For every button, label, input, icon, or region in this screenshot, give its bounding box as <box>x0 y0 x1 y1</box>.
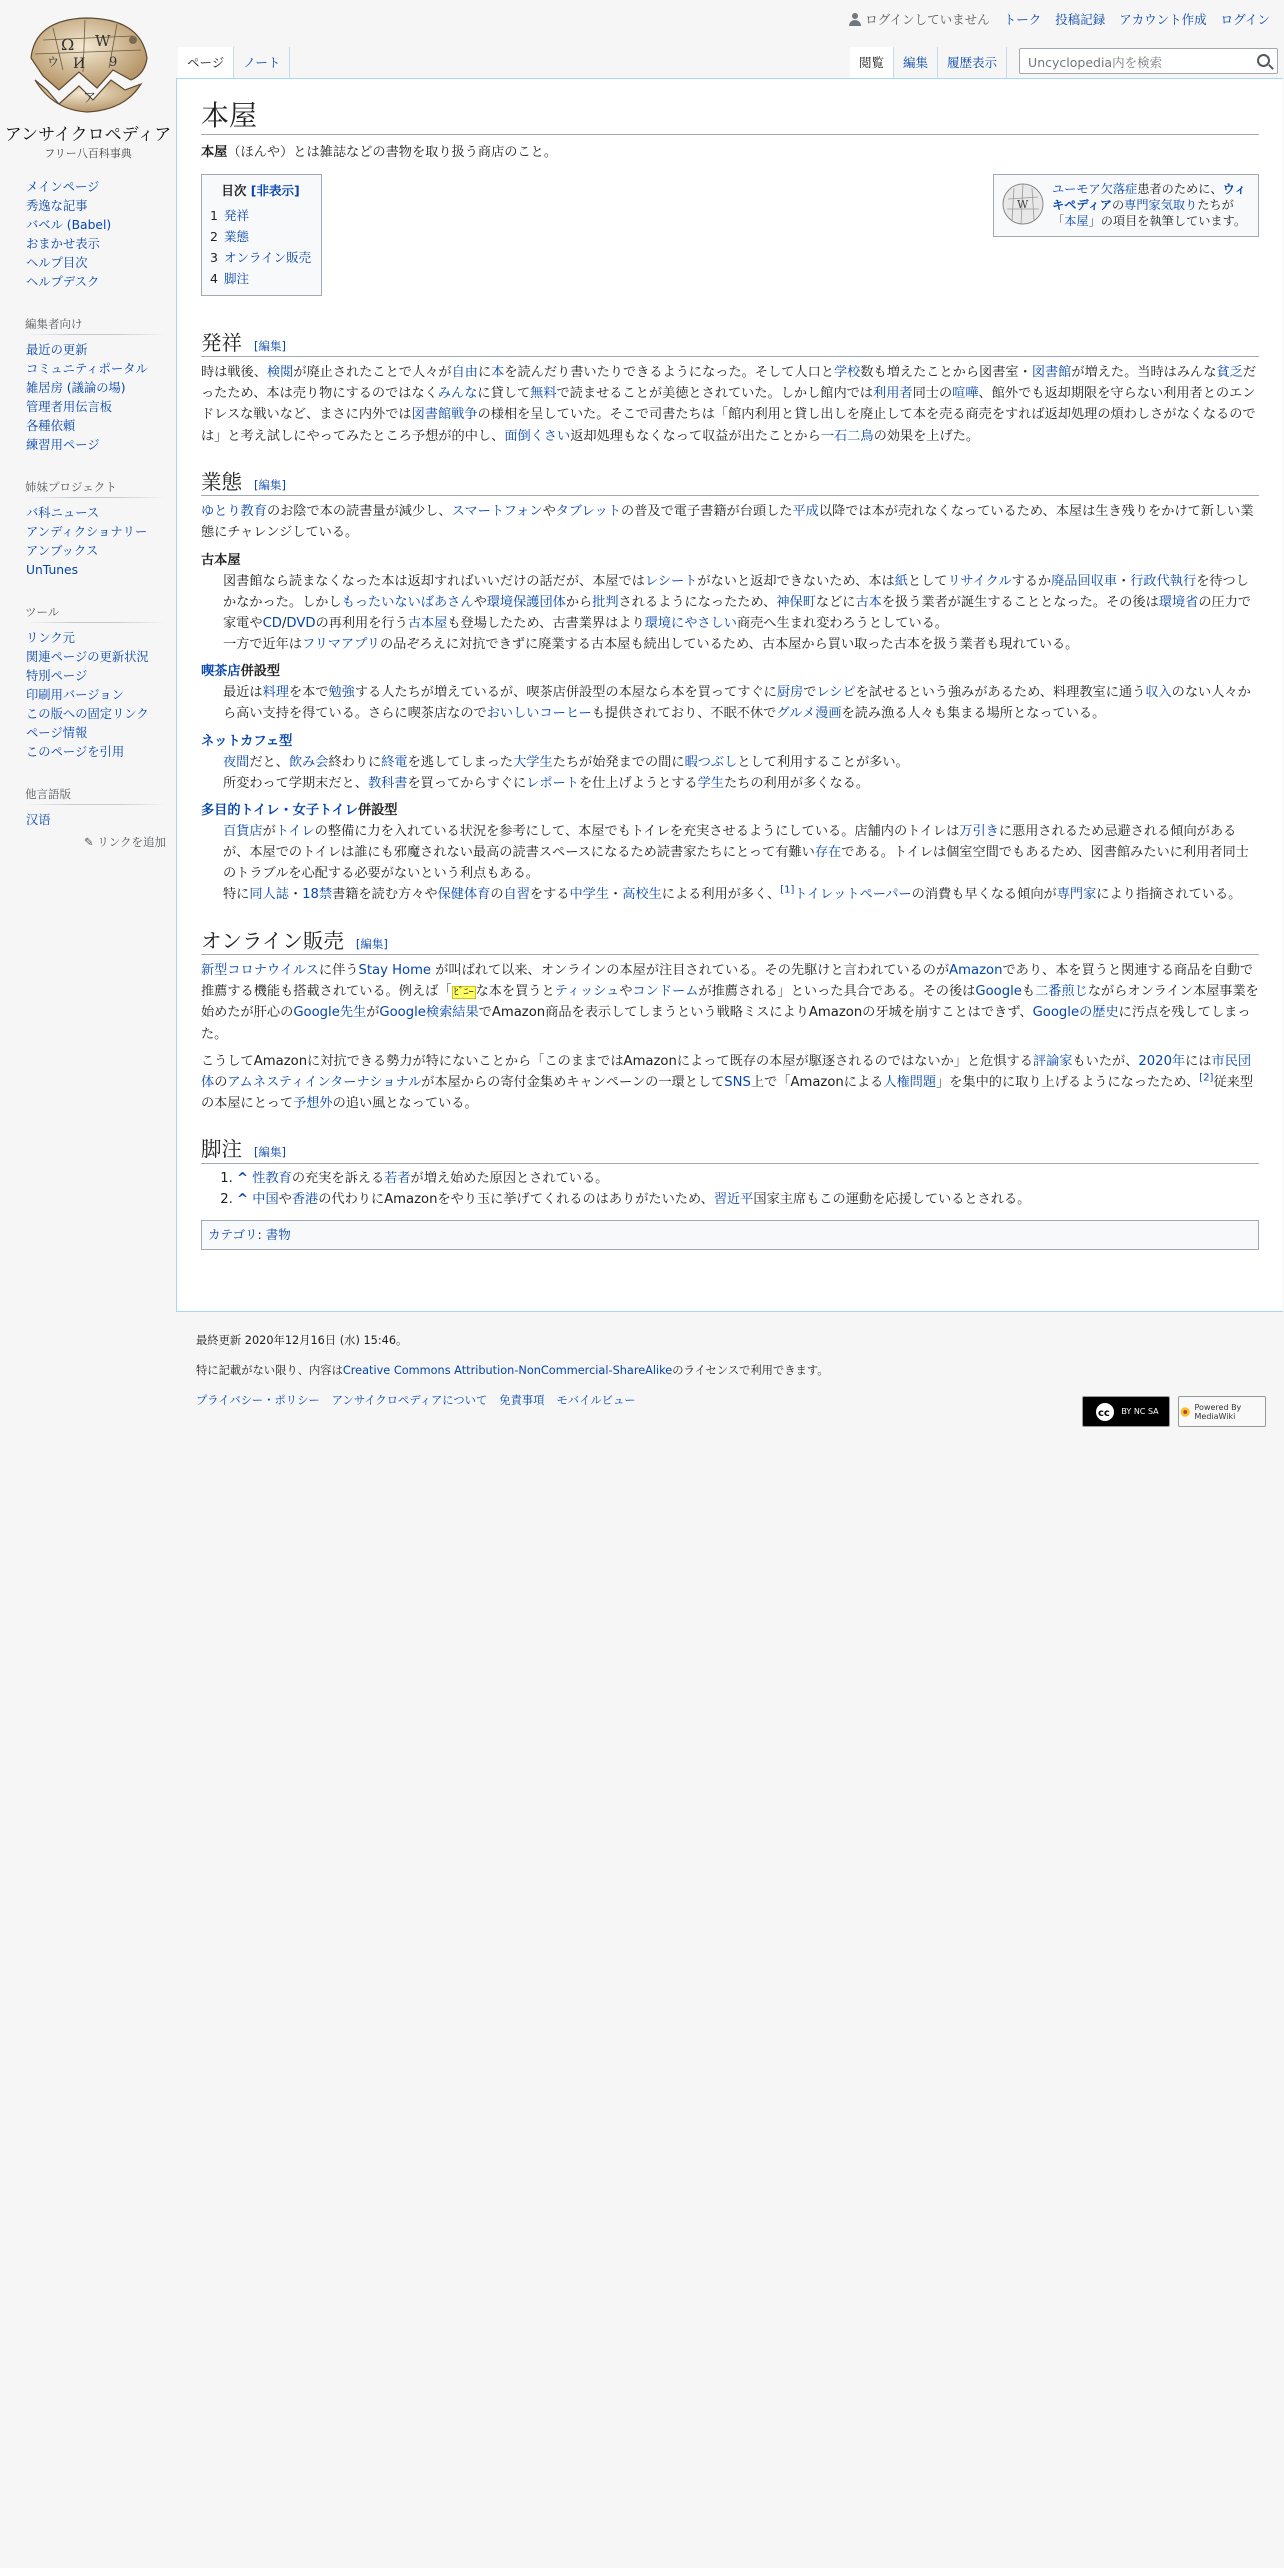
sidebar-item-related-changes[interactable]: 関連ページの更新状況 <box>26 650 149 664</box>
inline-link[interactable]: 百貨店 <box>223 824 263 840</box>
article-content <box>176 78 1283 1312</box>
sidebar-item-featured[interactable]: 秀逸な記事 <box>26 199 88 213</box>
add-interlanguage-link[interactable] <box>26 834 166 850</box>
footnote-text: の充実を訴える <box>291 1170 385 1186</box>
inline-link[interactable]: 若者 <box>384 1170 411 1186</box>
inline-link[interactable]: 自由 <box>451 365 478 381</box>
login-status <box>849 10 989 28</box>
inline-link[interactable]: フリマアプリ <box>302 637 380 653</box>
inline-link[interactable]: スマートフォン <box>451 504 543 520</box>
sidebar-item-whatlinkshere[interactable]: リンク元 <box>26 631 75 645</box>
inline-link[interactable]: おいしいコーヒー <box>486 706 592 722</box>
inline-link[interactable]: 行政代執行 <box>1130 573 1197 589</box>
footnote-backlink[interactable]: ^ <box>237 1170 249 1186</box>
inline-link[interactable]: 学生 <box>697 775 724 791</box>
inline-link[interactable]: 学校 <box>834 365 861 381</box>
inline-link[interactable]: 古本屋 <box>407 615 448 631</box>
inline-link[interactable]: 万引き <box>959 824 999 840</box>
inline-link[interactable]: 神保町 <box>776 594 816 610</box>
humor-text-2: の <box>1111 197 1125 212</box>
mediawiki-badge[interactable] <box>1178 1396 1266 1427</box>
inline-link[interactable]: 批判 <box>592 594 619 610</box>
footer <box>196 1332 1266 1421</box>
inline-link[interactable]: 存在 <box>814 845 842 861</box>
category-link[interactable]: 書物 <box>265 1226 291 1242</box>
inline-link[interactable]: 保健体育 <box>437 887 491 903</box>
inline-link[interactable]: 暇つぶし <box>684 754 738 770</box>
humor-link-3[interactable]: 専門家気取り <box>1124 197 1198 212</box>
sidebar-editors <box>26 316 166 467</box>
svg-text:ア: ア <box>83 91 97 106</box>
sidebar-item-special-pages[interactable]: 特別ページ <box>26 669 88 683</box>
toilet-text-2: 特に同人誌・18禁書籍を読む方々や保健体育の自習をする中学生・高校生による利用が多く、[1]トイレットペーパーの消費も早くなる傾向が専門家により指摘されている。 <box>223 885 1242 903</box>
inline-link[interactable]: 18禁 <box>302 887 333 903</box>
toc-link[interactable]: オンライン販売 <box>223 249 312 265</box>
section-edit-link[interactable]: [編集] <box>355 936 388 951</box>
inline-link[interactable]: 香港 <box>291 1191 319 1207</box>
tab-page-label: ページ <box>187 55 225 70</box>
svg-text:ウ: ウ <box>47 55 60 69</box>
inline-link[interactable]: みんな <box>437 386 478 402</box>
sidebar-item-village-pump[interactable]: 雑居房 (議論の場) <box>26 381 126 395</box>
tab-read[interactable] <box>850 47 894 78</box>
sidebar-item-help-contents[interactable]: ヘルプ目次 <box>26 256 88 270</box>
mediawiki-flower-icon <box>1179 1404 1192 1420</box>
search-icon[interactable] <box>1257 54 1270 67</box>
disclaimer-link[interactable]: 免責事項 <box>499 1394 545 1407</box>
inline-link[interactable]: 環境にやさしい <box>644 615 737 631</box>
sidebar-sister-projects <box>26 479 166 592</box>
humor-link-4[interactable]: 本屋 <box>1064 214 1089 229</box>
license-pre: 特に記載がない限り、内容は <box>196 1364 343 1377</box>
section-heading-notes <box>201 1136 1259 1164</box>
cc-icon <box>1093 1400 1117 1424</box>
footnote-text: 国家主席もこの運動を応援しているとされる。 <box>753 1191 1031 1207</box>
sidebar-item-undictionary[interactable]: アンディクショナリー <box>26 525 148 539</box>
section-edit-link[interactable]: [編集] <box>254 1145 286 1160</box>
inline-link[interactable]: 同人誌 <box>249 887 289 903</box>
intro-text: （ほんや）とは雑誌などの書物を取り扱う商店のこと。 <box>227 145 558 161</box>
inline-link[interactable]: 終電 <box>381 754 408 770</box>
inline-link[interactable]: 環境省 <box>1158 594 1199 610</box>
inline-link[interactable]: ティッシュ <box>554 984 620 1000</box>
inline-link[interactable]: 専門家 <box>1056 887 1097 903</box>
section-title: 発祥 <box>201 330 242 355</box>
inline-link[interactable]: 紙 <box>894 573 908 589</box>
sidebar-item-cite[interactable]: このページを引用 <box>26 745 125 759</box>
toc-link[interactable]: 脚注 <box>223 270 249 286</box>
svg-text:W: W <box>95 32 111 50</box>
sidebar-item-unbooks[interactable]: アンブックス <box>26 544 99 558</box>
wikipedia-globe-icon <box>1000 181 1046 227</box>
toc-link[interactable]: 業態 <box>223 228 249 244</box>
sidebar-item-uncyclonews[interactable]: バ科ニュース <box>26 506 100 520</box>
inline-link[interactable]: 人権問題 <box>883 1074 937 1090</box>
inline-link[interactable]: 予想外 <box>293 1095 333 1111</box>
inline-link[interactable]: もったいないばあさん <box>341 594 474 610</box>
footnote-ref-2[interactable]: [2] <box>1199 1072 1214 1084</box>
search-box <box>1019 48 1278 74</box>
sidebar-item-babel[interactable]: バベル (Babel) <box>26 218 112 232</box>
login-status-text: ログインしていません <box>865 12 990 27</box>
inline-link[interactable]: アムネスティインターナショナル <box>227 1074 422 1090</box>
toc-item[interactable] <box>210 205 311 226</box>
contributions-link[interactable]: 投稿記録 <box>1055 12 1106 27</box>
toilet-text-1: 百貨店がトイレの整備に力を入れている状況を参考にして、本屋でもトイレを充実させるようにしている。店舗内のトイレは万引きに悪用されるため忌避される傾向があるが、本屋でのトイレは誰にも邪魔されない最高の読書スペースになるため読書家たちにとって有難い存在である。トイレは個室空間でもあるため、図書館みたいに利用者同士のトラブルを心配する必要がないという利点もある。 <box>223 824 1249 882</box>
section-online-text-1: 新型コロナウイルスに伴うStay Home が叫ばれて以来、オンラインの本屋が注目されている。その先駆けと言われているのがAmazonであり、本を買うと関連する商品を自動で推薦する機能も搭載されている。例えば「 ﾋﾞﾆｰ な本を買うとティッシュやコンドームが推薦される」といった具合である。その後はGoogleも二番煎じながらオンライン本屋事業を始めたが肝心のGoogle先生がGoogle検索結果でAmazon商品を表示してしまうという戦略ミスによりAmazonの牙城を崩すことはできず、Googleの歴史に汚点を残してしまった。 <box>201 963 1259 1042</box>
footnote-text: が増え始めた原因とされている。 <box>410 1170 609 1186</box>
inline-link[interactable]: 習近平 <box>713 1191 754 1207</box>
toc-link[interactable]: 発祥 <box>223 207 249 223</box>
humor-notice-box <box>993 174 1259 237</box>
category-label-link[interactable]: カテゴリ <box>208 1226 258 1242</box>
subheading-used-books: 古本屋 <box>201 552 241 568</box>
section-business-text: ゆとり教育のお陰で本の読書量が減少し、スマートフォンやタブレットの普及で電子書籍が台頭した平成以降では本が売れなくなっているため、本屋は生き残りをかけて新しい業態にチャレンジしている。 <box>201 504 1254 541</box>
sidebar-item-sandbox[interactable]: 練習用ページ <box>26 438 100 452</box>
subheading-toilet <box>201 800 1259 821</box>
mw-badge-text: Powered By MediaWiki <box>1194 1402 1242 1421</box>
used-books-text-2: 一方で近年はフリマアプリの品ぞろえに対抗できずに廃業する古本屋も続出しているため、古本屋から買い取った古本を扱う業者も現れている。 <box>223 637 1079 653</box>
cafe-text: 最近は料理を本で勉強する人たちが増えているが、喫茶店併設型の本屋なら本を買ってすぐに厨房でレシピを試せるという強みがあるため、料理教室に通う収入のない人々から高い支持を得ている。さらに喫茶店なのでおいしいコーヒーも提供されており、不眠不休でグルメ漫画を読み漁る人々も集まる場所となっている。 <box>223 685 1251 722</box>
humor-link-1[interactable]: ユーモア欠落症 <box>1052 181 1138 196</box>
toc-item[interactable] <box>210 247 311 268</box>
sidebar <box>0 178 176 862</box>
license-notice <box>196 1362 1266 1378</box>
site-logo[interactable] <box>0 0 176 160</box>
svg-text:9: 9 <box>109 55 118 70</box>
search-input[interactable] <box>1026 50 1250 74</box>
inline-link[interactable]: Google検索結果 <box>379 1005 479 1021</box>
section-edit-link[interactable]: [編集] <box>254 338 286 353</box>
pencil-icon: ✎ <box>83 835 94 849</box>
inline-link[interactable]: 古本 <box>855 594 882 610</box>
section-heading-online <box>201 928 1259 956</box>
inline-link[interactable]: 中国 <box>252 1191 279 1207</box>
toc-num: 3 <box>210 249 218 265</box>
namespace-tabs <box>178 47 290 78</box>
inline-link[interactable]: ゆとり教育 <box>201 504 267 520</box>
subheading-netcafe-link[interactable]: ネットカフェ型 <box>201 733 293 749</box>
inline-link[interactable]: 夜間 <box>223 754 250 770</box>
inline-link[interactable]: 平成 <box>792 504 819 520</box>
tab-edit-label: 編集 <box>903 55 929 70</box>
sidebar-item-printable[interactable]: 印刷用バージョン <box>26 688 124 702</box>
tab-history-label: 履歴表示 <box>947 55 998 70</box>
netcafe-text-1: 夜間だと、飲み会終わりに終電を逃してしまった大学生たちが始発までの間に暇つぶしとして利用することが多い。 <box>223 754 909 770</box>
sidebar-languages <box>26 786 166 862</box>
tab-talk[interactable] <box>234 47 290 78</box>
toc-num: 2 <box>210 228 218 244</box>
inline-link[interactable]: 二番煎じ <box>1035 984 1088 1000</box>
section-title: 業態 <box>201 469 242 494</box>
section-online-text-2: こうしてAmazonに対抗できる勢力が特にないことから「このままではAmazonによって既存の本屋が駆逐されるのではないか」と危惧する評論家もいたが、2020年には市民団体のアムネスティインターナショナルが本屋からの寄付金集めキャンペーンの一環としてSNS上で「Amazonによる人権問題」を集中的に取り上げるようになったため、[2]従来型の本屋にとって予想外の追い風となっている。 <box>201 1053 1254 1111</box>
sidebar-item-page-info[interactable]: ページ情報 <box>26 726 88 740</box>
highlighted-term: ﾋﾞﾆｰ <box>453 987 474 999</box>
inline-link[interactable]: 性教育 <box>252 1170 292 1186</box>
toc-item[interactable] <box>210 268 311 289</box>
inline-link[interactable]: Googleの歴史 <box>1032 1005 1119 1021</box>
footnote-item <box>237 1168 1259 1189</box>
inline-link[interactable]: 教科書 <box>367 775 408 791</box>
last-modified: 最終更新 2020年12月16日 (水) 15:46。 <box>196 1334 408 1347</box>
inline-link[interactable]: コンドーム <box>632 984 699 1000</box>
sidebar-item-admin-board[interactable]: 管理者用伝言板 <box>26 400 113 414</box>
inline-link[interactable]: SNS <box>724 1074 751 1090</box>
section-title: オンライン販売 <box>201 928 344 953</box>
table-of-contents <box>201 174 322 296</box>
humor-text-1: 患者のために、 <box>1137 181 1223 196</box>
inline-link[interactable]: 図書館戦争 <box>411 407 478 423</box>
inline-link[interactable]: レシート <box>645 573 698 589</box>
sidebar-item-recent-changes[interactable]: 最近の更新 <box>26 343 88 357</box>
subheading-cafe-rest: 併設型 <box>240 664 281 680</box>
inline-link[interactable]: トイレ <box>275 824 315 840</box>
humor-notice-text <box>1052 181 1252 230</box>
user-icon <box>849 13 861 26</box>
login-link[interactable]: ログイン <box>1220 12 1270 27</box>
inline-link[interactable]: Amazon <box>949 963 1003 979</box>
puzzle-globe-icon <box>13 10 163 120</box>
inline-link[interactable]: 喧嘩 <box>952 386 979 402</box>
inline-link[interactable]: Google先生 <box>293 1005 367 1021</box>
netcafe-text-2: 所変わって学期末だと、教科書を買ってからすぐにレポートを仕上げようとする学生たちの利用が多くなる。 <box>223 775 870 791</box>
sidebar-heading-languages: 他言語版 <box>25 786 166 805</box>
inline-link[interactable]: 収入 <box>1145 685 1172 701</box>
tab-history[interactable] <box>938 47 1007 78</box>
view-tabs <box>850 47 1278 78</box>
inline-link[interactable]: 新型コロナウイルス <box>201 963 319 979</box>
section-title: 脚注 <box>201 1137 242 1162</box>
intro-bold-term: 本屋 <box>201 145 228 161</box>
inline-link[interactable]: レシピ <box>816 685 856 701</box>
inline-link[interactable]: 飲み会 <box>288 754 329 770</box>
used-books-text-1: 図書館なら読まなくなった本は返却すればいいだけの話だが、本屋ではレシートがないと返却できないため、本は紙としてリサイクルするか廃品回収車・行政代執行を待つしかなかった。しかしもったいないばあさんや環境保護団体から批判されるようになったため、神保町などに古本を扱う業者が誕生することとなった。その後は環境省の圧力で家電やCD/DVDの再利用を行う古本屋も登場したため、古書業界はより環境にやさしい商売へ生まれ変わろうとしている。 <box>223 573 1252 631</box>
svg-text:W: W <box>1017 197 1029 211</box>
tab-page[interactable] <box>178 47 234 78</box>
footnote-text: や <box>278 1191 292 1207</box>
footnote-backlink[interactable]: ^ <box>237 1191 249 1207</box>
tab-edit[interactable] <box>894 47 938 78</box>
footnote-item <box>237 1189 1259 1210</box>
inline-link[interactable]: 図書館 <box>1031 365 1072 381</box>
subheading-toilet-link[interactable]: 多目的トイレ・女子トイレ <box>201 802 358 818</box>
inline-link[interactable]: 無料 <box>530 386 557 402</box>
inline-link[interactable]: 市民団体 <box>201 1053 1252 1090</box>
sidebar-item-permalink[interactable]: この版への固定リンク <box>26 707 149 721</box>
svg-text:И: И <box>73 56 86 72</box>
intro-paragraph <box>201 142 1259 163</box>
sidebar-heading-sister: 姉妹プロジェクト <box>25 479 166 498</box>
toc-num: 1 <box>210 207 218 223</box>
add-link-label: リンクを追加 <box>97 835 166 849</box>
inline-link[interactable]: 利用者 <box>873 386 913 402</box>
footer-icons <box>1082 1396 1266 1427</box>
inline-link[interactable]: 評論家 <box>1032 1053 1073 1069</box>
mobile-view-link[interactable]: モバイルビュー <box>556 1394 636 1407</box>
sidebar-navigation <box>26 178 166 304</box>
subheading-cafe <box>201 661 1259 682</box>
inline-link[interactable]: 検閲 <box>266 365 294 381</box>
subheading-toilet-rest: 併設型 <box>357 802 398 818</box>
inline-link[interactable]: 貧乏 <box>1216 365 1243 381</box>
section-heading-business <box>201 469 1259 497</box>
inline-link[interactable]: Stay Home <box>358 963 432 979</box>
footnote-list <box>201 1168 1259 1210</box>
logo-tagline: フリー八百科事典 <box>44 147 132 160</box>
toc-toggle[interactable]: [非表示] <box>250 182 300 198</box>
sidebar-item-community-portal[interactable]: コミュニティポータル <box>26 362 148 376</box>
cc-badge-text: BY NC SA <box>1121 1407 1159 1416</box>
inline-link[interactable]: 高校生 <box>622 887 662 903</box>
section-edit-link[interactable]: [編集] <box>254 477 286 492</box>
inline-link[interactable]: Google <box>975 984 1022 1000</box>
toc-num: 4 <box>210 270 218 286</box>
humor-text-4: 」の項目を執筆しています。 <box>1088 214 1247 229</box>
inline-link[interactable]: 大学生 <box>513 754 553 770</box>
inline-link[interactable]: グルメ漫画 <box>776 706 842 722</box>
section-origin-text: 時は戦後、検閲が廃止されたことで人々が自由に本を読んだり書いたりできるようになった。そして人口と学校数も増えたことから図書室・図書館が増えた。当時はみんな貧乏だったため、本は売り物にするのではなくみんなに貸して無料で読ませることが美徳とされていた。しかし館内では利用者同士の喧嘩、館外でも返却期限を守らない利用者とのエンドレスな戦いなど、まさに内外では図書館戦争の様相を呈していた。そこで司書たちは「館内利用と貸し出しを廃止して本を売る商売をすれば返却処理の煩わしさがなくなるのでは」と考え試しにやってみたところ予想が的中し、面倒くさい返却処理もなくなって収益が出たことから一石二鳥の効果を上げた。 <box>201 365 1256 444</box>
create-account-link[interactable]: アカウント作成 <box>1119 12 1207 27</box>
category-links: カテゴリ: 書物 <box>201 1220 1259 1250</box>
about-link[interactable]: アンサイクロペディアについて <box>331 1394 488 1407</box>
inline-link[interactable]: 2020年 <box>1138 1053 1186 1069</box>
subheading-netcafe <box>201 731 1259 752</box>
inline-link[interactable]: CD <box>262 615 282 631</box>
inline-link[interactable]: トイレットペーパー <box>794 887 912 903</box>
inline-link[interactable]: 本 <box>491 365 505 381</box>
sidebar-item-untunes[interactable]: UnTunes <box>26 563 78 577</box>
sidebar-item-requests[interactable]: 各種依頼 <box>26 419 76 433</box>
inline-link[interactable]: 厨房 <box>776 685 804 701</box>
inline-link[interactable]: レポート <box>526 775 579 791</box>
sidebar-item-random[interactable]: おまかせ表示 <box>26 237 100 251</box>
tab-read-label: 閲覧 <box>859 55 885 70</box>
creative-commons-badge[interactable] <box>1082 1396 1170 1427</box>
sidebar-item-main-page[interactable]: メインページ <box>26 180 100 194</box>
section-heading-origin <box>201 330 1259 358</box>
privacy-link[interactable]: プライバシー・ポリシー <box>196 1394 320 1407</box>
footnote-ref-1[interactable]: [1] <box>780 885 795 897</box>
personal-tools <box>849 10 1270 28</box>
sidebar-heading-editors: 編集者向け <box>25 316 166 335</box>
toc-item[interactable] <box>210 226 311 247</box>
inline-link[interactable]: 面倒くさい <box>504 428 571 444</box>
sidebar-item-help-desk[interactable]: ヘルプデスク <box>26 275 100 289</box>
sidebar-tools <box>26 604 166 774</box>
inline-link[interactable]: 一石二鳥 <box>820 428 874 444</box>
inline-link[interactable]: タブレット <box>555 504 622 520</box>
toc-title <box>210 181 311 201</box>
page-title: 本屋 <box>201 98 1259 135</box>
logo-title: アンサイクロペディア <box>4 125 172 145</box>
subheading-cafe-link[interactable]: 喫茶店 <box>201 664 241 680</box>
svg-text:cc: cc <box>1098 1407 1111 1419</box>
talk-link[interactable]: トーク <box>1003 12 1042 27</box>
inline-link[interactable]: 勉強 <box>328 685 355 701</box>
sidebar-heading-tools: ツール <box>25 604 166 623</box>
footnote-text: の代わりにAmazonをやり玉に挙げてくれるのはありがたいため、 <box>318 1191 714 1207</box>
sidebar-item-lang-zh[interactable]: 汉语 <box>26 813 51 827</box>
humor-link-wikipedia[interactable]: ウィキペディア <box>1052 181 1247 212</box>
svg-text:Ω: Ω <box>61 35 75 54</box>
humor-text-3: たちが「 <box>1052 197 1234 229</box>
tab-talk-label: ノート <box>243 55 281 70</box>
toc-title-text: 目次 <box>221 182 247 198</box>
inline-link[interactable]: 料理 <box>262 685 289 701</box>
license-link[interactable]: Creative Commons Attribution-NonCommercial-ShareAlike <box>342 1364 673 1377</box>
inline-link[interactable]: 中学生 <box>569 887 610 903</box>
inline-link[interactable]: 廃品回収車 <box>1051 573 1118 589</box>
inline-link[interactable]: 環境保護団体 <box>486 594 566 610</box>
inline-link[interactable]: DVD <box>286 615 316 631</box>
inline-link[interactable]: 自習 <box>503 887 530 903</box>
inline-link[interactable]: リサイクル <box>947 573 1012 589</box>
license-post: のライセンスで利用できます。 <box>672 1364 829 1377</box>
